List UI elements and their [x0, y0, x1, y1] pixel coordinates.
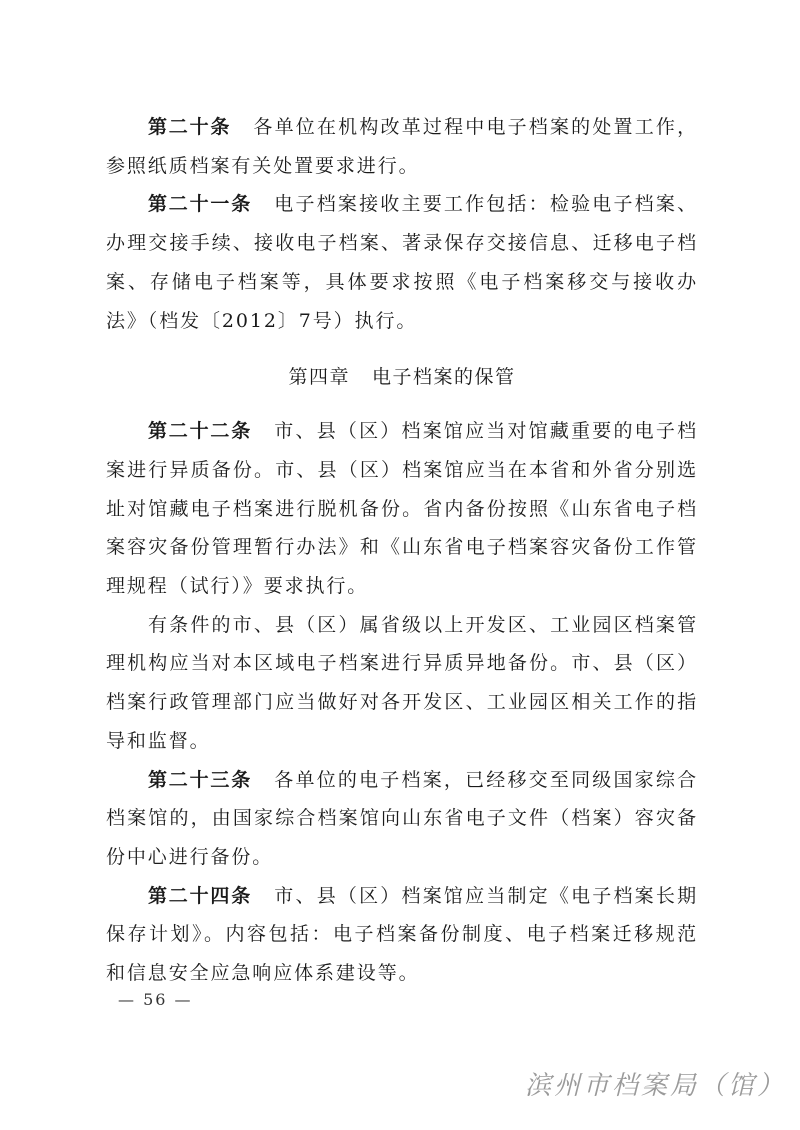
article-22-heading: 第二十二条 [148, 420, 252, 443]
article-20 [106, 108, 698, 185]
article-23 [106, 761, 698, 877]
article-21-heading: 第二十一条 [148, 193, 252, 216]
article-24-body: 市、县（区）档案馆应当制定《电子档案长期保存计划》。内容包括：电子档案备份制度、电子档案迁移规范和信息安全应急响应体系建设等。 [106, 884, 698, 985]
article-22-body: 市、县（区）档案馆应当对馆藏重要的电子档案进行异质备份。市、县（区）档案馆应当在本省和外省分别选址对馆藏电子档案进行脱机备份。省内备份按照《山东省电子档案容灾备份管理暂行办法》和《山东省电子档案容灾备份工作管理规程（试行）》要求执行。 [106, 420, 698, 598]
article-20-heading: 第二十条 [148, 116, 232, 138]
article-21-body: 电子档案接收主要工作包括：检验电子档案、办理交接手续、接收电子档案、著录保存交接信息、迁移电子档案、存储电子档案等，具体要求按照《电子档案移交与接收办法》（档发〔2012〕7号）执行。 [106, 193, 698, 332]
article-22 [106, 412, 698, 606]
chapter-heading [106, 358, 698, 396]
chapter-title: 电子档案的保管 [372, 366, 516, 389]
article-23-body: 各单位的电子档案，已经移交至同级国家综合档案馆的，由国家综合档案馆向山东省电子文件（档案）容灾备份中心进行备份。 [106, 768, 698, 868]
article-24 [106, 877, 698, 993]
paragraph-development-zones: 有条件的市、县（区）属省级以上开发区、工业园区档案管理机构应当对本区域电子档案进行异质异地备份。市、县（区）档案行政管理部门应当做好对各开发区、工业园区相关工作的指导和监督。 [106, 613, 698, 752]
article-20-body: 各单位在机构改革过程中电子档案的处置工作，参照纸质档案有关处置要求进行。 [106, 116, 698, 177]
document-page [106, 108, 698, 993]
article-21 [106, 185, 698, 340]
watermark-text: 滨州市档案局（馆） [524, 1071, 786, 1101]
chapter-number: 第四章 [288, 366, 350, 389]
page-number: — 56 — [118, 990, 193, 1009]
article-23-heading: 第二十三条 [148, 768, 252, 791]
article-24-heading: 第二十四条 [148, 884, 252, 907]
